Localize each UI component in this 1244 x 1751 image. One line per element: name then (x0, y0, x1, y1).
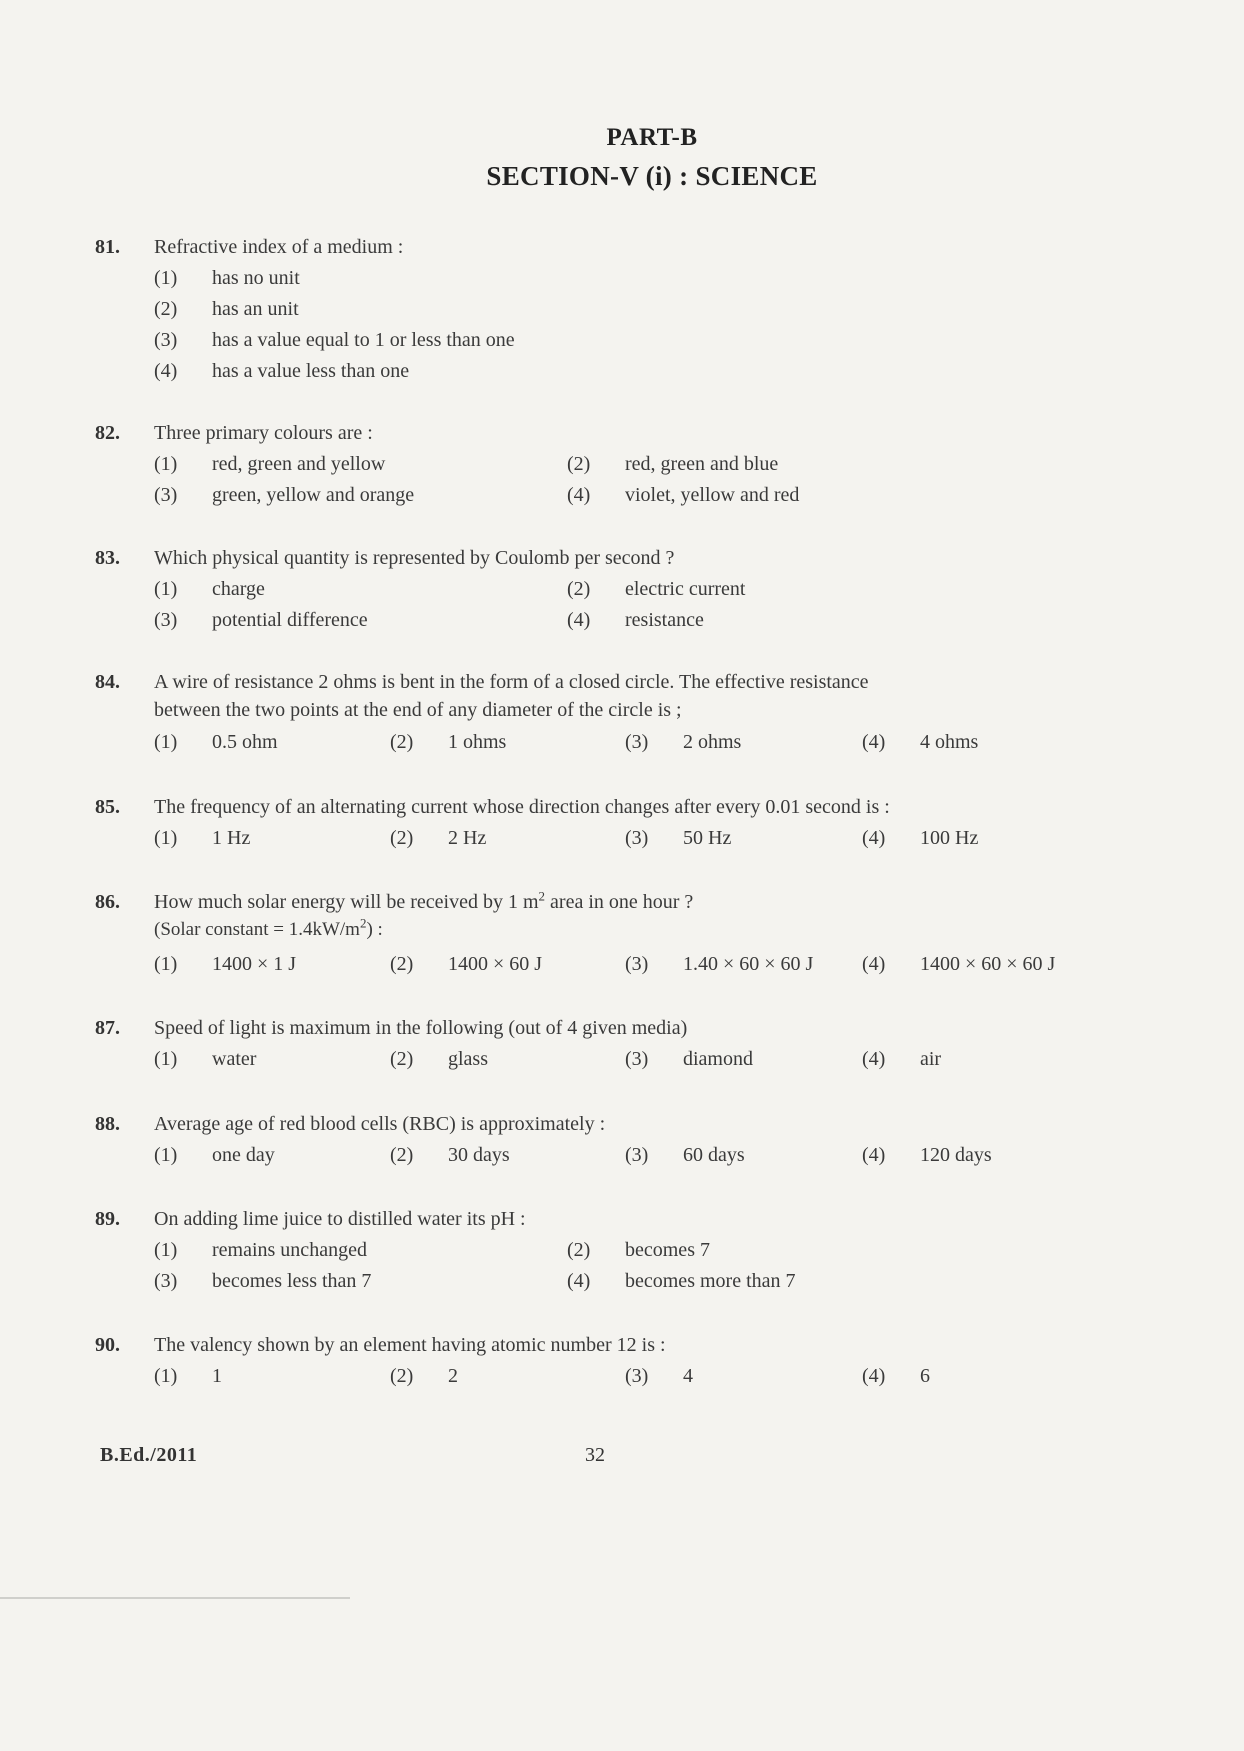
question-number: 87. (95, 1017, 120, 1039)
option-3 (625, 1365, 693, 1388)
stem-text: (Solar constant = 1.4kW/m (154, 919, 360, 940)
option-text: red, green and yellow (212, 453, 386, 475)
question-stem: Which physical quantity is represented by Coulomb per second ? (154, 547, 675, 569)
option-number: (1) (154, 827, 178, 849)
option-number: (2) (390, 1365, 414, 1387)
option-text: charge (212, 578, 265, 600)
option-text: 2 Hz (448, 827, 487, 849)
option-text: becomes 7 (625, 1239, 710, 1261)
option-2 (567, 578, 745, 601)
option-text: glass (448, 1048, 488, 1070)
option-1 (154, 453, 385, 476)
option-1 (154, 1048, 256, 1071)
option-1 (154, 578, 265, 601)
section-title: SECTION-V (i) : SCIENCE (486, 161, 818, 191)
option-text: 1400 × 60 × 60 J (920, 953, 1056, 975)
option-text: 1.40 × 60 × 60 J (683, 953, 814, 975)
option-4 (567, 1270, 796, 1293)
option-number: (3) (625, 1144, 649, 1166)
option-3 (154, 609, 368, 632)
option-text: water (212, 1048, 257, 1070)
superscript: 2 (538, 888, 546, 904)
option-number: (4) (567, 484, 591, 506)
option-2 (390, 827, 486, 850)
option-1 (154, 827, 250, 850)
question-number: 82. (95, 422, 120, 444)
option-text: diamond (683, 1048, 753, 1070)
option-number: (4) (567, 1270, 591, 1292)
option-number: (3) (625, 731, 649, 753)
question-number: 83. (95, 547, 120, 569)
part-title: PART-B (606, 124, 698, 151)
stem-text: ) : (366, 919, 383, 940)
option-2 (567, 453, 778, 476)
option-text: has a value less than one (212, 360, 410, 382)
option-number: (2) (390, 1048, 414, 1070)
option-text: 4 ohms (920, 731, 979, 753)
exam-code: B.Ed./2011 (100, 1444, 198, 1466)
option-2 (390, 1048, 488, 1071)
option-number: (1) (154, 1144, 178, 1166)
option-number: (2) (154, 298, 178, 320)
option-number: (3) (625, 1365, 649, 1387)
option-2 (390, 1144, 510, 1167)
question-stem: A wire of resistance 2 ohms is bent in the form of a closed circle. The effective resistance (154, 671, 869, 693)
option-4 (862, 827, 978, 850)
option-number: (2) (567, 453, 591, 475)
option-number: (1) (154, 267, 178, 289)
stem-text: area in one hour ? (545, 891, 694, 913)
option-1 (154, 731, 278, 754)
option-text: 1 Hz (212, 827, 251, 849)
option-4 (154, 360, 409, 383)
option-1 (154, 267, 300, 290)
question-number: 90. (95, 1334, 120, 1356)
option-1 (154, 1239, 367, 1262)
option-2 (390, 731, 506, 754)
option-text: green, yellow and orange (212, 484, 415, 506)
option-number: (1) (154, 453, 178, 475)
option-3 (625, 827, 731, 850)
option-number: (1) (154, 1048, 178, 1070)
option-3 (625, 953, 813, 976)
option-text: 4 (683, 1365, 693, 1387)
option-number: (1) (154, 578, 178, 600)
option-number: (4) (154, 360, 178, 382)
option-number: (4) (862, 1144, 886, 1166)
option-text: 2 ohms (683, 731, 742, 753)
question-number: 84. (95, 671, 120, 693)
option-text: becomes less than 7 (212, 1270, 372, 1292)
option-text: one day (212, 1144, 275, 1166)
option-number: (1) (154, 953, 178, 975)
option-4 (862, 1365, 930, 1388)
option-number: (1) (154, 1365, 178, 1387)
option-4 (862, 1048, 941, 1071)
option-number: (2) (390, 953, 414, 975)
question-stem: Speed of light is maximum in the following (out of 4 given media) (154, 1017, 688, 1039)
option-text: has no unit (212, 267, 300, 289)
question-stem (154, 888, 694, 914)
question-number: 85. (95, 796, 120, 818)
option-text: resistance (625, 609, 704, 631)
option-3 (625, 1048, 753, 1071)
option-text: remains unchanged (212, 1239, 367, 1261)
option-1 (154, 1144, 275, 1167)
option-number: (3) (154, 329, 178, 351)
option-2 (390, 1365, 458, 1388)
option-3 (154, 329, 515, 352)
option-text: 120 days (920, 1144, 992, 1166)
option-1 (154, 1365, 222, 1388)
option-2 (390, 953, 542, 976)
option-text: potential difference (212, 609, 368, 631)
option-number: (2) (390, 1144, 414, 1166)
option-number: (3) (625, 953, 649, 975)
option-number: (2) (567, 1239, 591, 1261)
option-text: electric current (625, 578, 746, 600)
question-number: 88. (95, 1113, 120, 1135)
option-number: (1) (154, 731, 178, 753)
option-1 (154, 953, 296, 976)
option-text: becomes more than 7 (625, 1270, 796, 1292)
option-number: (2) (390, 827, 414, 849)
option-number: (3) (154, 484, 178, 506)
question-number: 89. (95, 1208, 120, 1230)
option-number: (1) (154, 1239, 178, 1261)
page-number: 32 (585, 1444, 605, 1466)
option-text: 50 Hz (683, 827, 732, 849)
option-text: has a value equal to 1 or less than one (212, 329, 515, 351)
option-number: (3) (154, 1270, 178, 1292)
option-number: (3) (154, 609, 178, 631)
option-4 (567, 609, 704, 632)
option-number: (2) (390, 731, 414, 753)
option-text: violet, yellow and red (625, 484, 800, 506)
question-stem: Refractive index of a medium : (154, 236, 404, 258)
stem-text: How much solar energy will be received by 1 m (154, 891, 539, 913)
option-3 (154, 1270, 371, 1293)
option-3 (154, 484, 414, 507)
option-number: (4) (567, 609, 591, 631)
question-stem: Average age of red blood cells (RBC) is approximately : (154, 1113, 606, 1135)
option-number: (3) (625, 1048, 649, 1070)
option-text: red, green and blue (625, 453, 779, 475)
option-text: 30 days (448, 1144, 510, 1166)
option-text: 60 days (683, 1144, 745, 1166)
question-stem: The frequency of an alternating current whose direction changes after every 0.01 second is : (154, 796, 890, 818)
option-text: 6 (920, 1365, 930, 1387)
option-number: (4) (862, 1365, 886, 1387)
option-3 (625, 731, 741, 754)
question-stem: The valency shown by an element having atomic number 12 is : (154, 1334, 666, 1356)
option-text: 1400 × 60 J (448, 953, 543, 975)
question-stem: Three primary colours are : (154, 422, 373, 444)
option-text: 2 (448, 1365, 458, 1387)
option-number: (4) (862, 1048, 886, 1070)
option-text: has an unit (212, 298, 299, 320)
option-text: 0.5 ohm (212, 731, 278, 753)
option-2 (154, 298, 299, 321)
option-text: air (920, 1048, 942, 1070)
question-number: 81. (95, 236, 120, 258)
option-text: 1 (212, 1365, 222, 1387)
option-4 (862, 1144, 992, 1167)
superscript: 2 (359, 915, 367, 931)
option-text: 100 Hz (920, 827, 979, 849)
question-stem-line-2: between the two points at the end of any diameter of the circle is ; (154, 699, 682, 721)
question-number: 86. (95, 891, 120, 913)
option-text: 1 ohms (448, 731, 507, 753)
question-stem: On adding lime juice to distilled water its pH : (154, 1208, 526, 1230)
question-stem-line-2 (154, 915, 383, 941)
option-4 (862, 953, 1055, 976)
scan-artifact-line (0, 1597, 350, 1599)
option-number: (2) (567, 578, 591, 600)
option-4 (862, 731, 978, 754)
option-number: (4) (862, 953, 886, 975)
option-number: (3) (625, 827, 649, 849)
option-number: (4) (862, 731, 886, 753)
option-number: (4) (862, 827, 886, 849)
option-2 (567, 1239, 710, 1262)
option-text: 1400 × 1 J (212, 953, 297, 975)
option-3 (625, 1144, 745, 1167)
option-4 (567, 484, 799, 507)
